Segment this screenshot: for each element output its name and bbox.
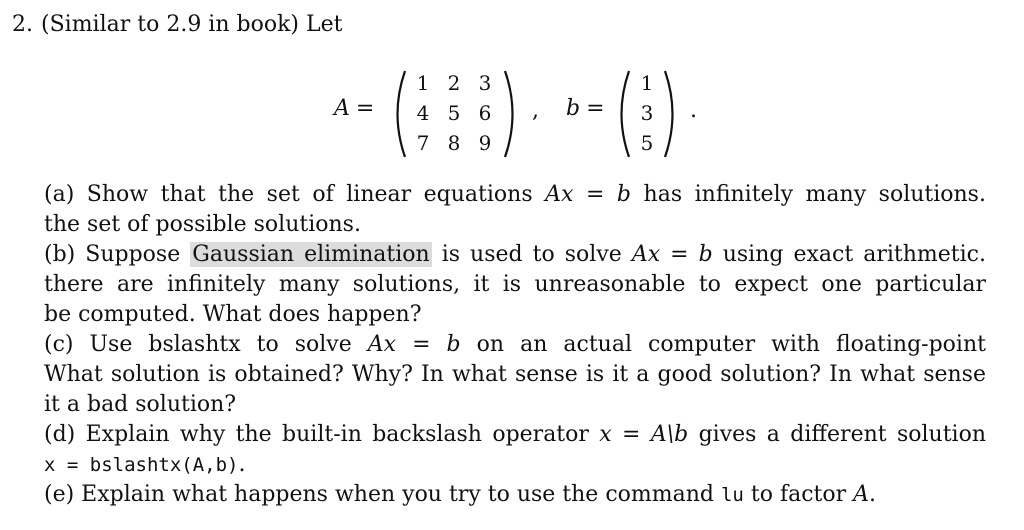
matrix-cell: 1 [640,71,654,95]
part-a [44,180,986,240]
part-a-line-1: (a) Show that the set of linear equations Ax = b has infinitely many solutions. [44,182,986,207]
problem-number: 2. [12,12,33,37]
part-e [44,480,986,510]
part-a-line-2: the set of possible solutions. [44,212,361,237]
comma: , [532,98,539,123]
matrix-cell: 9 [478,131,492,155]
matrix-cell: 8 [447,131,461,155]
code-lu: lu [720,484,744,506]
problem-heading [12,12,342,37]
matrix-cell: 2 [447,71,461,95]
matrix-cell: 7 [416,131,430,155]
vector-b-right-paren [660,68,682,160]
part-d [44,420,986,480]
period: . [690,98,697,123]
matrix-A-label: A = [334,96,375,121]
part-b-line-2: there are infinitely many solutions, it is unreasonable to expect one particular [44,272,986,297]
part-c-line-1: (c) Use bslashtx to solve Ax = b on an actual computer with floating-point [44,332,986,357]
matrix-cell: 6 [478,101,492,125]
matrix-A-left-paren [388,68,410,160]
part-b [44,240,986,330]
matrix-cell: 1 [416,71,430,95]
matrix-cell: 5 [640,131,654,155]
display-equation [0,64,1024,160]
part-e-line-1: (e) Explain what happens when you try to use the command lu to factor A. [44,482,877,507]
problem-intro: (Similar to 2.9 in book) Let [41,12,343,37]
selection-highlight[interactable]: Gaussian elimination [192,242,430,267]
vector-b-left-paren [612,68,634,160]
part-b-line-1: (b) Suppose Gaussian elimination is used to solve Ax = b using exact arithmetic. [44,242,986,267]
part-d-line-1: (d) Explain why the built-in backslash operator x = A\b gives a different solution [44,422,986,447]
part-c [44,330,986,420]
vector-b-label: b = [566,96,605,121]
matrix-cell: 5 [447,101,461,125]
matrix-cell: 4 [416,101,430,125]
part-c-line-2: What solution is obtained? Why? In what sense is it a good solution? In what sense [44,362,986,387]
part-c-line-3: it a bad solution? [44,392,237,417]
matrix-cell: 3 [640,101,654,125]
part-b-line-3: be computed. What does happen? [44,302,422,327]
code-bslashtx-call: x = bslashtx(A,b) [44,454,239,476]
matrix-cell: 3 [478,71,492,95]
part-d-line-2: x = bslashtx(A,b). [44,452,246,477]
matrix-A-right-paren [500,68,522,160]
